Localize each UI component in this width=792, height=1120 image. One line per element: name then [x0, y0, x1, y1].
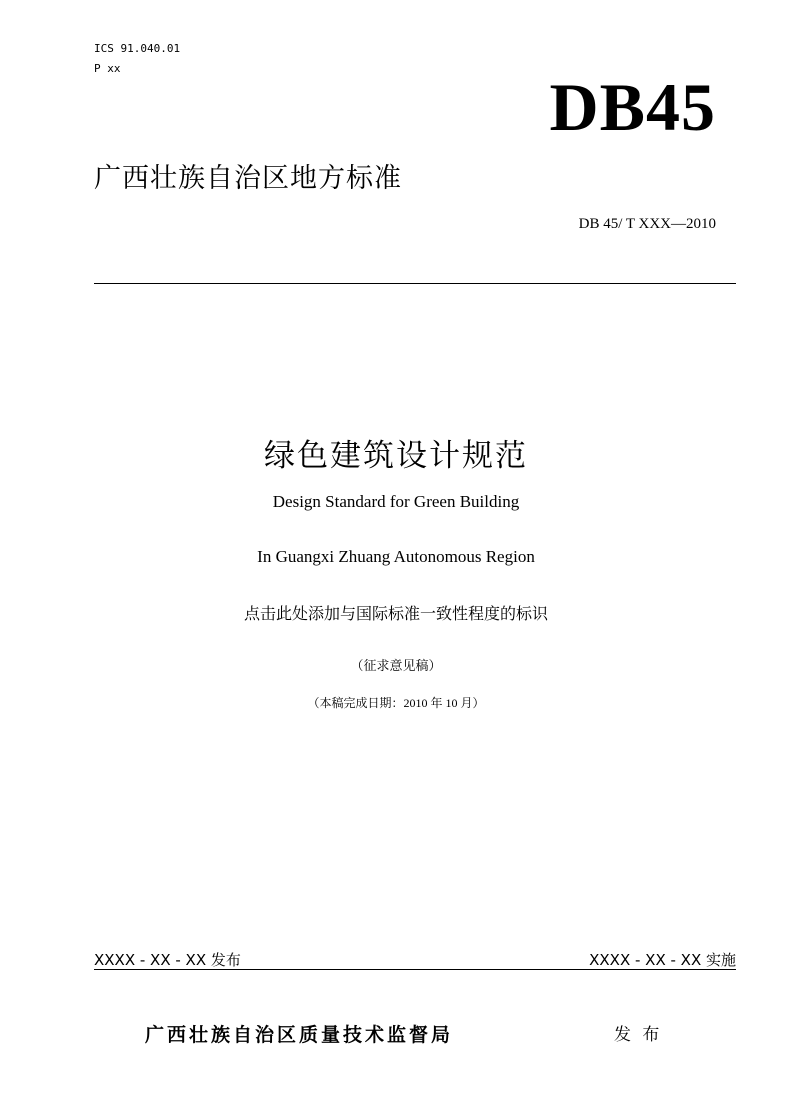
bottom-divider: [94, 969, 736, 970]
issuing-authority: 广西壮族自治区质量技术监督局: [145, 1024, 454, 1046]
draft-label: （征求意见稿）: [350, 658, 442, 673]
issue-date: XXXX - XX - XX 发布: [94, 951, 241, 969]
db45-logo: DB45: [549, 69, 716, 145]
implementation-date: XXXX - XX - XX 实施: [589, 951, 736, 969]
document-title-en-line1: Design Standard for Green Building: [272, 492, 520, 511]
top-divider: [94, 283, 736, 284]
intl-consistency-placeholder[interactable]: 点击此处添加与国际标准一致性程度的标识: [243, 606, 548, 623]
document-title-cn: 绿色建筑设计规范: [264, 438, 528, 474]
document-title-en-line2: In Guangxi Zhuang Autonomous Region: [257, 547, 535, 566]
issue-action-label: 发 布: [614, 1025, 663, 1045]
ics-code: ICS 91.040.01: [94, 42, 181, 55]
p-code: P xx: [94, 62, 121, 75]
local-standard-heading: 广西壮族自治区地方标准: [94, 163, 402, 194]
standard-number: DB 45/ T XXX—2010: [578, 216, 716, 232]
completion-date-note: （本稿完成日期：2010 年 10 月）: [307, 696, 485, 710]
